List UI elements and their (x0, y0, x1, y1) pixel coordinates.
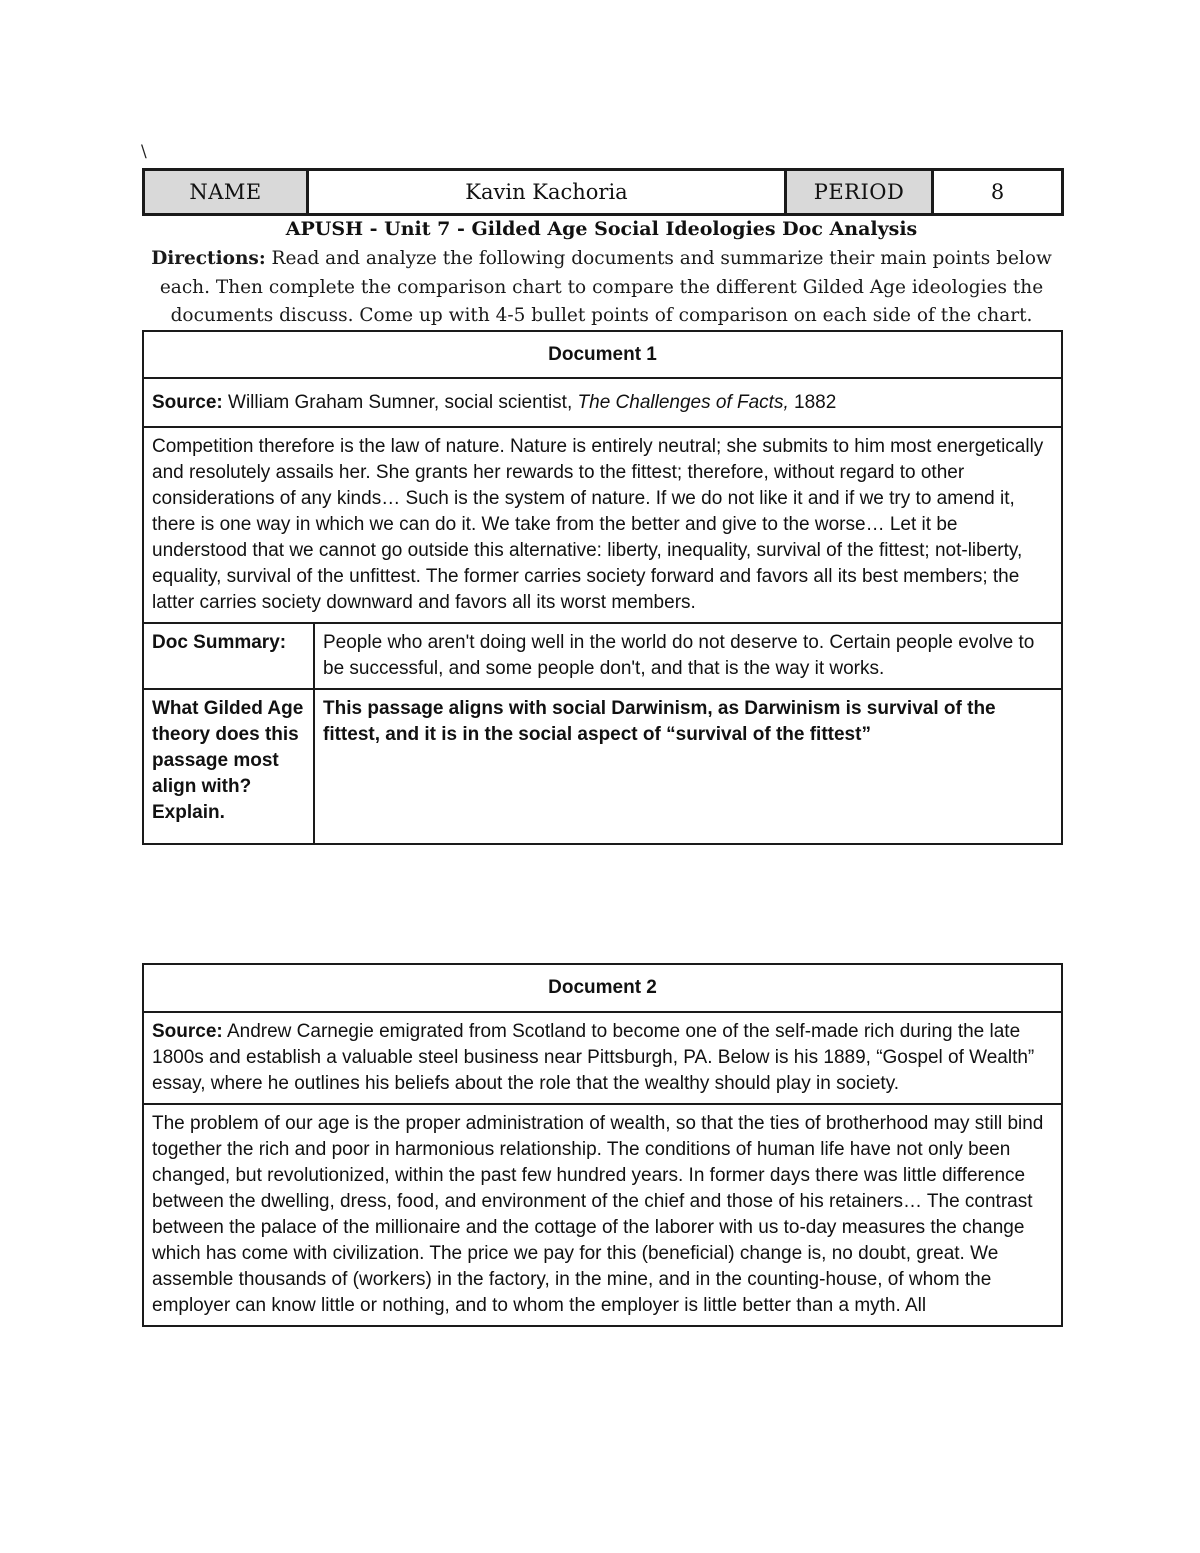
source-text: Andrew Carnegie emigrated from Scotland to become one of the self-made rich during the late 1800s and establish a valuable steel business near Pittsburgh, PA. Below is his 1889, “Gospel of Wealth” essay, where he outlines his beliefs about the role that the wealthy should play in society. (152, 1021, 1035, 1094)
document-2-table (142, 963, 1063, 1327)
document-1-source (143, 378, 1062, 427)
directions (142, 245, 1061, 331)
page-title: APUSH - Unit 7 - Gilded Age Social Ideologies Doc Analysis (285, 218, 918, 240)
source-year: 1882 (788, 391, 837, 413)
source-text: William Graham Sumner, social scientist, (222, 391, 578, 413)
doc-summary-answer[interactable]: People who aren't doing well in the world do not deserve to. Certain people evolve to be successful, and some people don't, and that is the way it works. (314, 623, 1062, 689)
directions-label: Directions: (151, 248, 266, 269)
period-label: PERIOD (786, 170, 933, 215)
name-field[interactable]: Kavin Kachoria (308, 170, 786, 215)
stray-mark: \ (141, 142, 147, 162)
document-2-source (143, 1012, 1062, 1104)
document-2-heading: Document 2 (143, 964, 1062, 1012)
source-label: Source: (152, 391, 223, 413)
document-2-passage: The problem of our age is the proper administration of wealth, so that the ties of brotherhood may still bind together the rich and poor in harmonious relationship. The conditions of human life have not only been changed, but revolutionized, within the past few hundred years. In former days there was little difference between the dwelling, dress, food, and environment of the chief and those of his retainers… The contrast between the palace of the millionaire and the cottage of the laborer with us to-day measures the change which has come with civilization. The price we pay for this (beneficial) change is, no doubt, great. We assemble thousands of (workers) in the factory, in the mine, and in the counting-house, of whom the employer can know little or nothing, and to whom the employer is little better than a myth. All (143, 1104, 1062, 1326)
source-title: The Challenges of Facts, (577, 391, 789, 413)
directions-text: Read and analyze the following documents and summarize their main points below each. Then complete the comparison chart to compare the different Gilded Age ideologies the documents discuss. Come up with 4-5 bullet points of comparison on each side of the chart. (159, 248, 1052, 326)
document-1-passage: Competition therefore is the law of nature. Nature is entirely neutral; she submits to him most energetically and resolutely assails her. She grants her rewards to the fittest; therefore, without regard to other considerations of any kinds… Such is the system of nature. If we do not like it and if we try to amend it, there is one way in which we can do it. We take from the better and give to the worse… Let it be understood that we cannot go outside this alternative: liberty, inequality, survival of the fittest; not-liberty, equality, survival of the unfittest. The former carries society forward and favors all its best members; the latter carries society downward and favors all its worst members. (143, 427, 1062, 623)
source-label: Source: (152, 1021, 223, 1042)
student-info-table (142, 168, 1064, 216)
document-1-table (142, 330, 1063, 845)
doc-summary-label: Doc Summary: (143, 623, 314, 689)
name-label: NAME (144, 170, 308, 215)
theory-answer[interactable]: This passage aligns with social Darwinism, as Darwinism is survival of the fittest, and it is in the social aspect of “survival of the fittest” (314, 689, 1062, 844)
document-1-heading: Document 1 (143, 331, 1062, 378)
theory-question-label: What Gilded Age theory does this passage most align with? Explain. (143, 689, 314, 844)
period-field[interactable]: 8 (933, 170, 1063, 215)
